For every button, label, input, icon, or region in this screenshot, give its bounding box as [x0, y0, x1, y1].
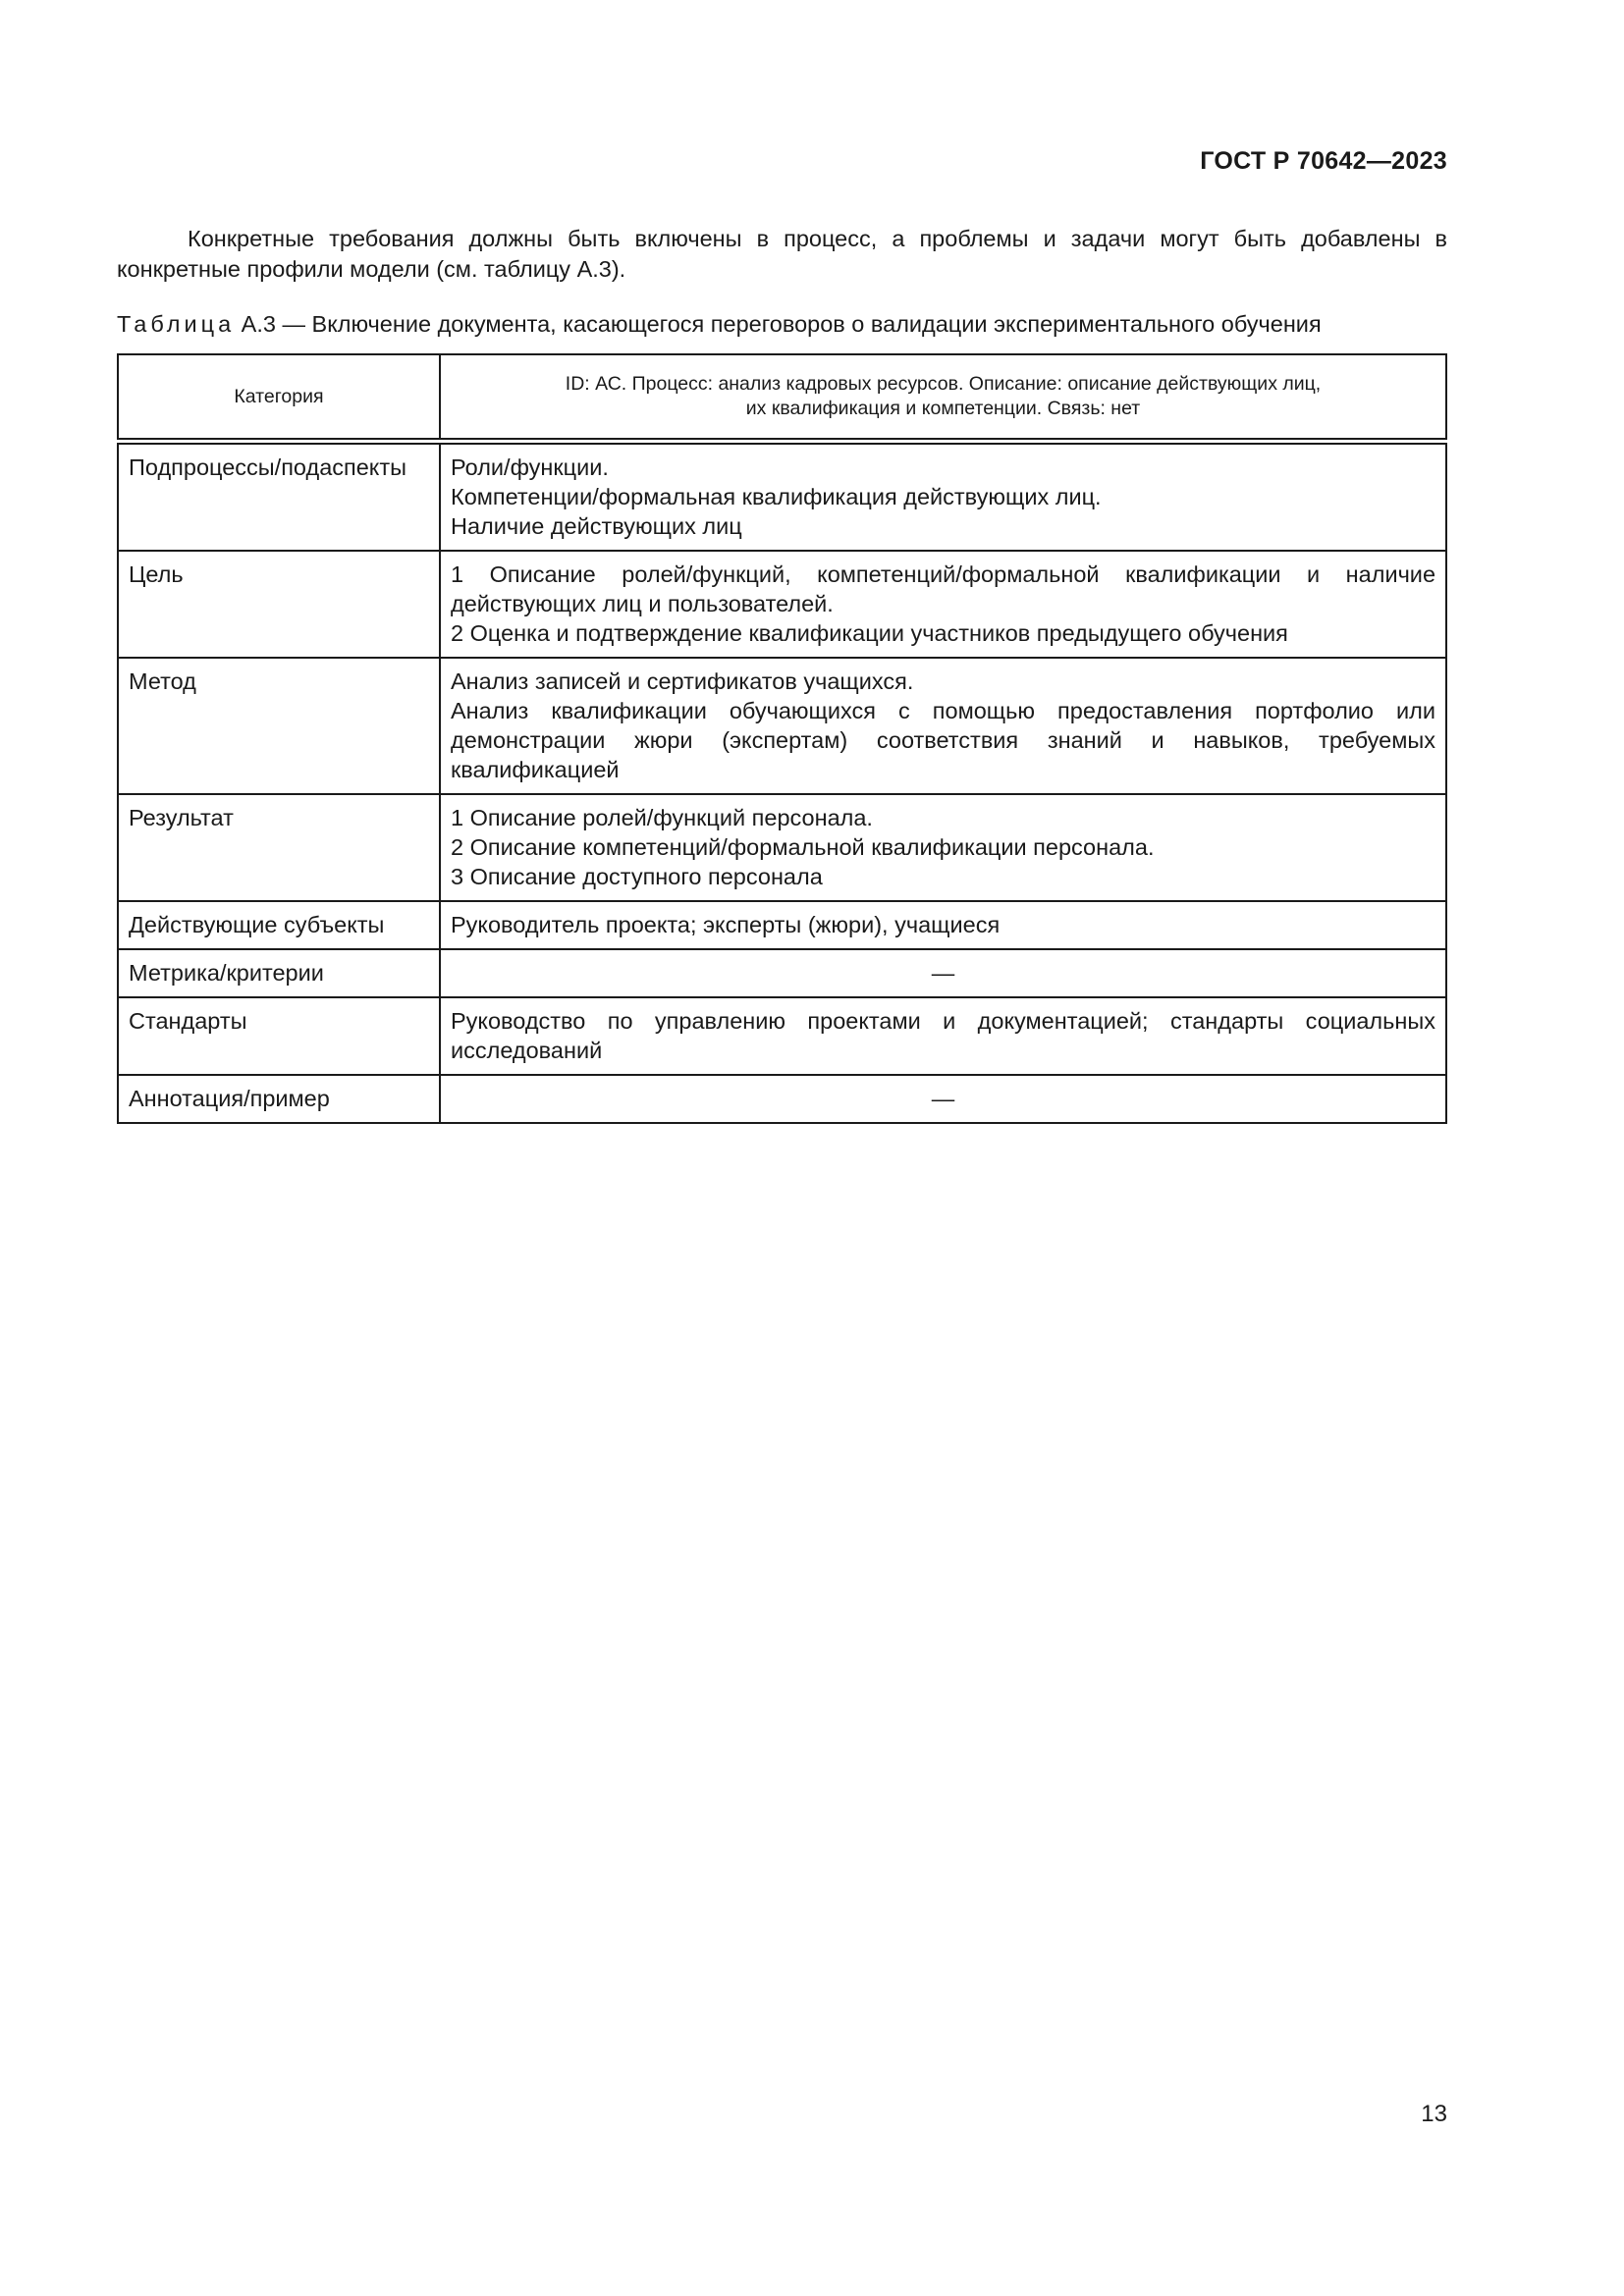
row-category: Результат [118, 794, 440, 901]
value-line: Анализ квалификации обучающихся с помощью предоставления портфолио или демонстрации жюри (экспертам) соответствия знаний и навыков, требуемых квалификацией [451, 698, 1435, 782]
table-row [118, 901, 1446, 949]
table-row [118, 442, 1446, 552]
header-category: Категория [118, 354, 440, 442]
page-number: 13 [1421, 2101, 1447, 2127]
table-caption-label: Таблица [117, 311, 236, 337]
item-text: Описание компетенций/формальной квалификации персонала. [469, 834, 1155, 860]
row-category: Стандарты [118, 997, 440, 1075]
item-text: Описание доступного персонала [469, 864, 823, 889]
requirements-table [117, 353, 1447, 1124]
row-category: Метод [118, 658, 440, 794]
item-number: 2 [451, 834, 464, 860]
document-code: ГОСТ Р 70642—2023 [1200, 147, 1447, 175]
header-description-line: ID: АС. Процесс: анализ кадровых ресурсов. Описание: описание действующих лиц, [565, 373, 1322, 395]
row-value-dash: — [440, 1075, 1446, 1123]
row-value [440, 658, 1446, 794]
value-line: Анализ записей и сертификатов учащихся. [451, 668, 914, 694]
header-description-line: их квалификация и компетенции. Связь: нет [745, 398, 1141, 419]
value-line: Компетенции/формальная квалификация действующих лиц. [451, 484, 1102, 509]
value-line: Роли/функции. [451, 454, 609, 480]
header-description [440, 354, 1446, 442]
item-number: 1 [451, 805, 464, 830]
value-line: Наличие действующих лиц [451, 513, 742, 539]
item-text: Описание ролей/функций, компетенций/формальной квалификации и наличие действующих лиц и пользователей. [451, 561, 1436, 616]
table-caption-title: А.3 — Включение документа, касающегося переговоров о валидации экспериментального обучения [235, 311, 1322, 337]
table-row [118, 949, 1446, 997]
value-line: Руководство по управлению проектами и документацией; стандарты социальных исследований [451, 1008, 1435, 1063]
item-number: 1 [451, 561, 464, 587]
row-category: Подпроцессы/подаспекты [118, 442, 440, 552]
item-text: Оценка и подтверждение квалификации участников предыдущего обучения [469, 620, 1288, 646]
table-row [118, 658, 1446, 794]
row-category: Действующие субъекты [118, 901, 440, 949]
value-item [451, 862, 1435, 891]
item-number: 2 [451, 620, 464, 646]
item-number: 3 [451, 864, 464, 889]
row-category: Аннотация/пример [118, 1075, 440, 1123]
table-row [118, 794, 1446, 901]
row-value [440, 442, 1446, 552]
table-row [118, 551, 1446, 658]
table-row [118, 997, 1446, 1075]
table-header-row [118, 354, 1446, 442]
row-value [440, 997, 1446, 1075]
value-line: Руководитель проекта; эксперты (жюри), учащиеся [451, 912, 1001, 937]
table-caption [117, 311, 1322, 338]
intro-paragraph: Конкретные требования должны быть включены в процесс, а проблемы и задачи могут быть добавлены в конкретные профили модели (см. таблицу А.3). [117, 226, 1447, 282]
row-value [440, 551, 1446, 658]
row-category: Цель [118, 551, 440, 658]
table-row [118, 1075, 1446, 1123]
item-text: Описание ролей/функций персонала. [469, 805, 873, 830]
row-value-dash: — [440, 949, 1446, 997]
row-value [440, 901, 1446, 949]
row-value [440, 794, 1446, 901]
row-category: Метрика/критерии [118, 949, 440, 997]
value-item [451, 803, 1435, 832]
value-item [451, 560, 1435, 618]
value-item [451, 832, 1435, 862]
value-item [451, 618, 1435, 648]
